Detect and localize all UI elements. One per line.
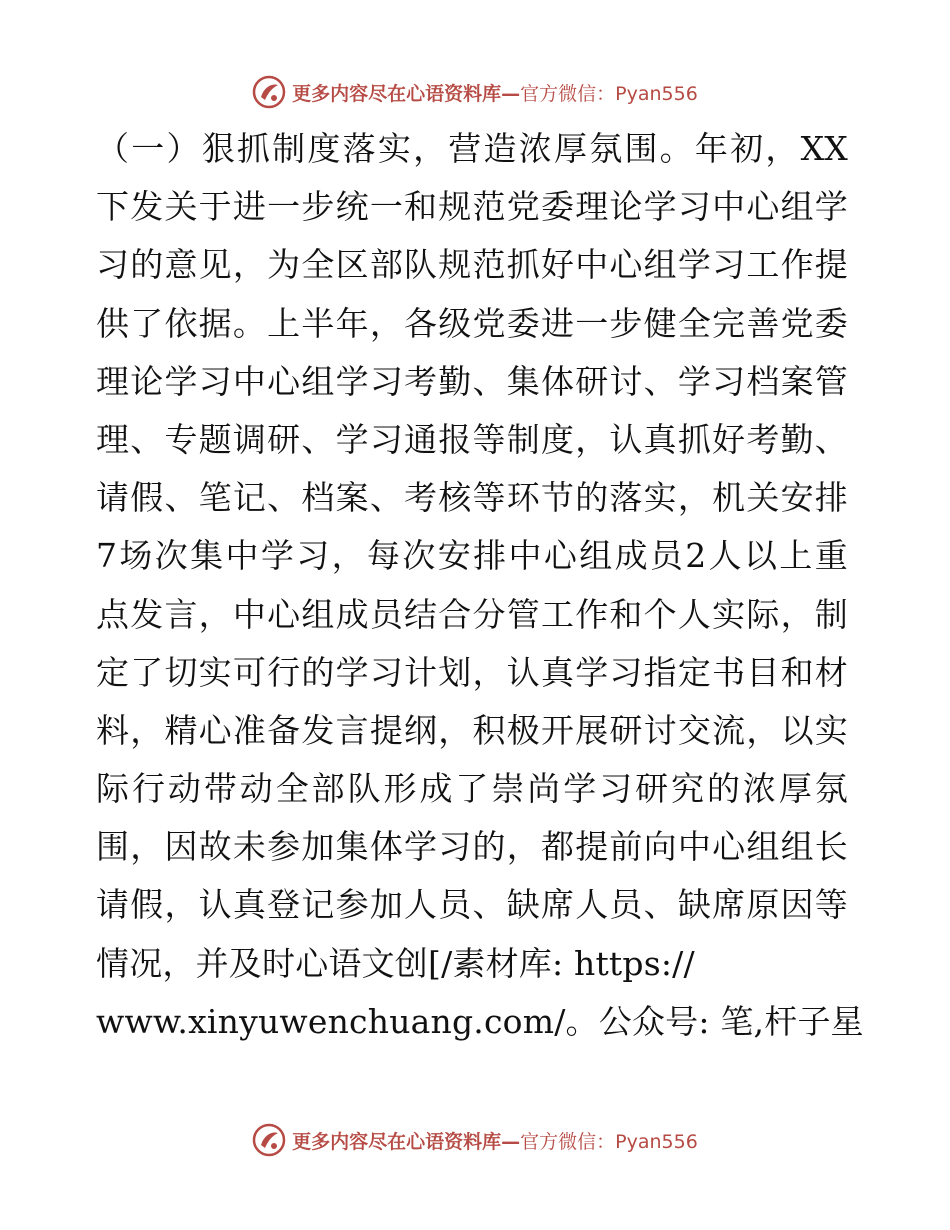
- body-line: 料，精心准备发言提纲，积极开展研讨交流，以实: [96, 710, 848, 750]
- body-line: 围，因故未参加集体学习的，都提前向中心组组长: [96, 827, 848, 867]
- body-line: 情况，并及时心语文创[/素材库: https://: [96, 943, 695, 983]
- footer-banner-text: [292, 1127, 698, 1154]
- brand-logo-icon: [252, 1123, 286, 1157]
- body-line: 7场次集中学习，每次安排中心组成员2人以上重: [96, 536, 848, 576]
- body-line: 供了依据。上半年，各级党委进一步健全完善党委: [96, 303, 848, 343]
- body-line: www.xinyuwenchuang.com/。公众号: 笔,杆子星: [96, 1001, 864, 1041]
- footer-banner-contact: 官方微信：Pyan556: [520, 1130, 698, 1153]
- header-banner-title: 更多内容尽在心语资料库—: [292, 82, 521, 105]
- body-line: 际行动带动全部队形成了崇尚学习研究的浓厚氛: [96, 769, 848, 809]
- body-line: 点发言，中心组成员结合分管工作和个人实际，制: [96, 594, 848, 634]
- body-line: 定了切实可行的学习计划，认真学习指定书目和材: [96, 652, 848, 692]
- body-line: 习的意见，为全区部队规范抓好中心组学习工作提: [96, 245, 848, 285]
- header-banner: [0, 72, 950, 112]
- document-body: [96, 120, 864, 1051]
- body-line: 理、专题调研、学习通报等制度，认真抓好考勤、: [96, 419, 848, 459]
- footer-banner: [0, 1120, 950, 1160]
- footer-banner-title: 更多内容尽在心语资料库—: [292, 1130, 521, 1153]
- body-line: （一）狠抓制度落实，营造浓厚氛围。年初，XX: [96, 129, 848, 168]
- body-line: 请假、笔记、档案、考核等环节的落实，机关安排: [96, 478, 848, 518]
- brand-logo-icon: [252, 75, 286, 109]
- header-banner-contact: 官方微信：Pyan556: [520, 82, 698, 105]
- body-line: 请假，认真登记参加人员、缺席人员、缺席原因等: [96, 885, 848, 925]
- body-line: 理论学习中心组学习考勤、集体研讨、学习档案管: [96, 361, 848, 401]
- header-banner-text: [292, 79, 698, 106]
- body-line: 下发关于进一步统一和规范党委理论学习中心组学: [96, 187, 848, 227]
